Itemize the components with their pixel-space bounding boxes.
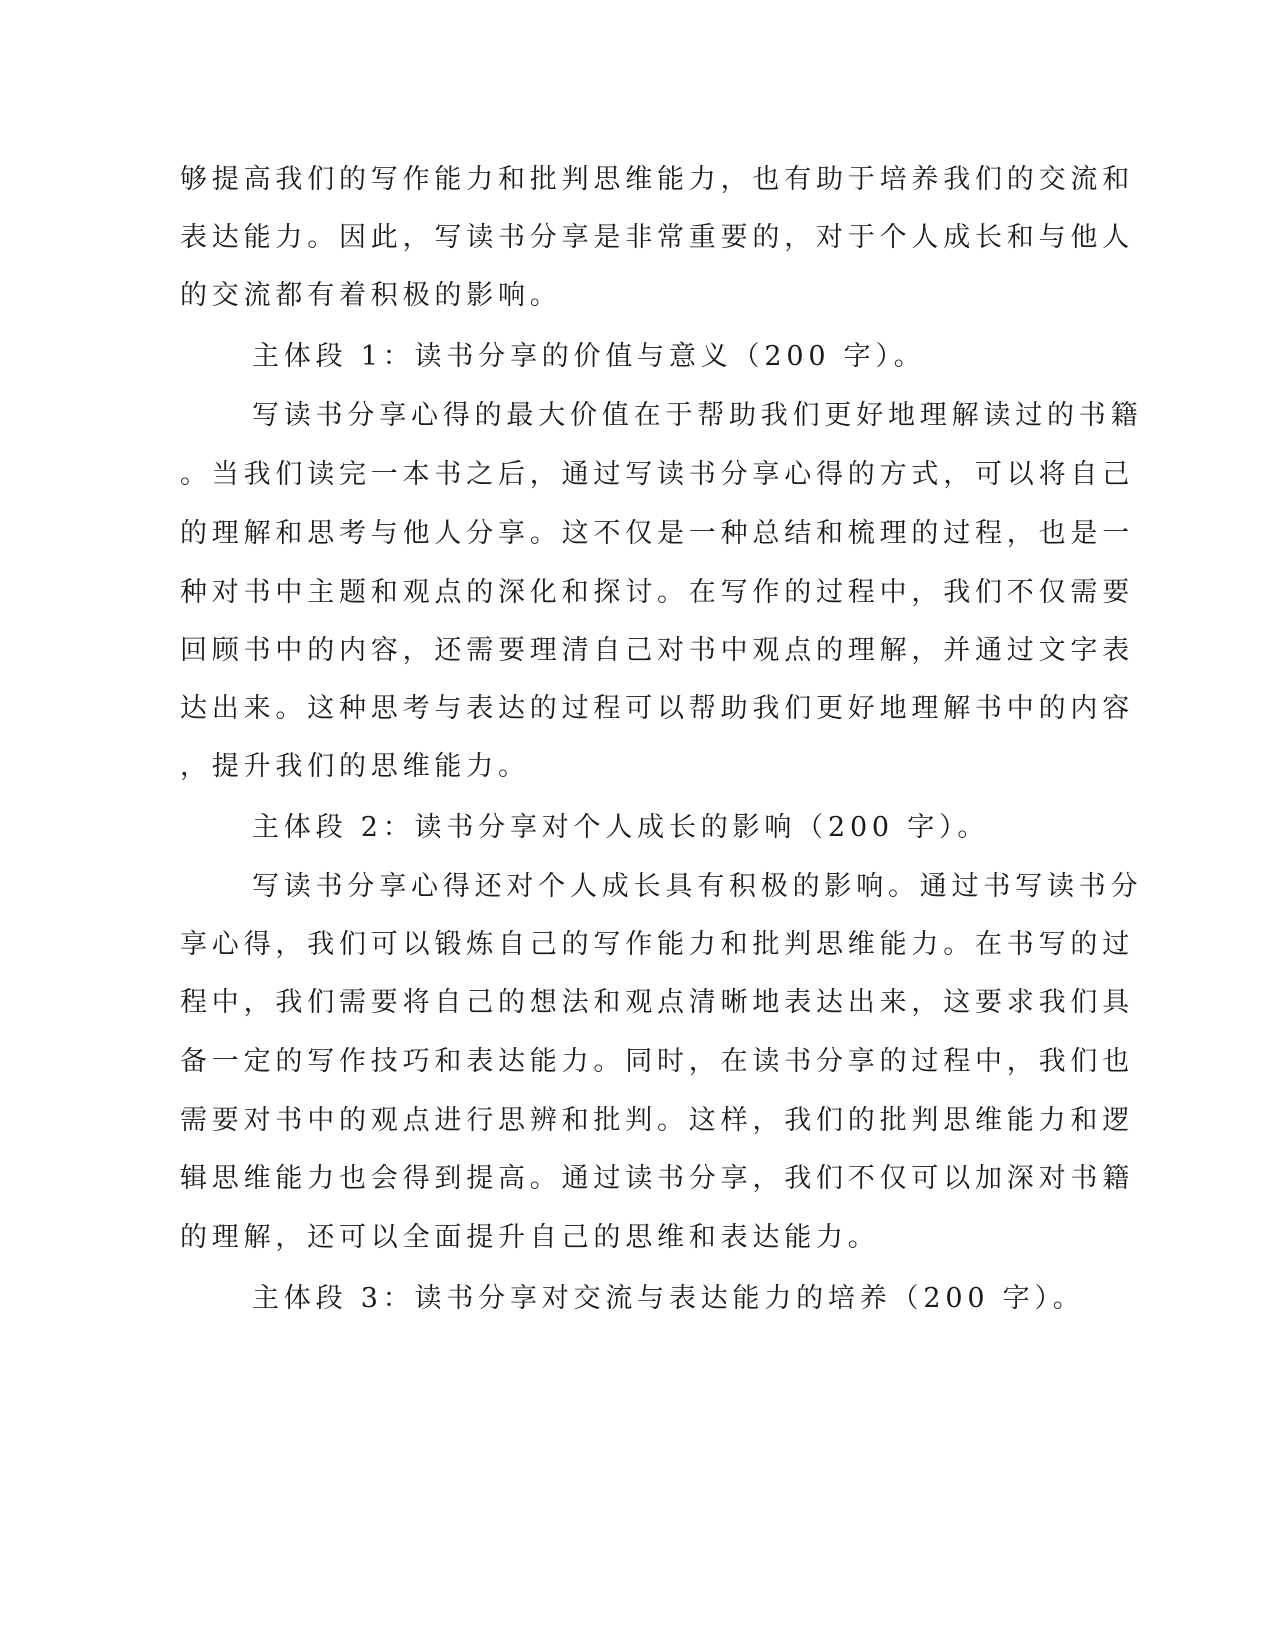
text-line: 需要对书中的观点进行思辨和批判。这样，我们的批判思维能力和逻 — [180, 1105, 1134, 1136]
text-line: 享心得，我们可以锻炼自己的写作能力和批判思维能力。在书写的过 — [180, 929, 1134, 960]
text-line: 写读书分享心得的最大价值在于帮助我们更好地理解读过的书籍 — [252, 400, 1143, 431]
section-heading-1: 主体段 1：读书分享的价值与意义（200 字）。 — [252, 341, 926, 372]
text-line: 种对书中主题和观点的深化和探讨。在写作的过程中，我们不仅需要 — [180, 577, 1134, 608]
text-line: 写读书分享心得还对个人成长具有积极的影响。通过书写读书分 — [252, 871, 1143, 902]
text-line: 回顾书中的内容，还需要理清自己对书中观点的理解，并通过文字表 — [180, 635, 1134, 666]
text-line: 。当我们读完一本书之后，通过写读书分享心得的方式，可以将自己 — [180, 459, 1134, 490]
text-line: 的理解和思考与他人分享。这不仅是一种总结和梳理的过程，也是一 — [180, 518, 1134, 549]
section-heading-2: 主体段 2：读书分享对个人成长的影响（200 字）。 — [252, 812, 990, 843]
text-line: ，提升我们的思维能力。 — [180, 751, 530, 782]
text-line: 的交流都有着积极的影响。 — [180, 280, 562, 311]
text-line: 程中，我们需要将自己的想法和观点清晰地表达出来，这要求我们具 — [180, 987, 1134, 1018]
text-line: 的理解，还可以全面提升自己的思维和表达能力。 — [180, 1222, 880, 1253]
text-line: 辑思维能力也会得到提高。通过读书分享，我们不仅可以加深对书籍 — [180, 1163, 1134, 1194]
text-line: 备一定的写作技巧和表达能力。同时，在读书分享的过程中，我们也 — [180, 1046, 1134, 1077]
text-line: 达出来。这种思考与表达的过程可以帮助我们更好地理解书中的内容 — [180, 693, 1134, 724]
text-line: 够提高我们的写作能力和批判思维能力，也有助于培养我们的交流和 — [180, 164, 1134, 195]
section-heading-3: 主体段 3：读书分享对交流与表达能力的培养（200 字）。 — [252, 1283, 1085, 1314]
text-line: 表达能力。因此，写读书分享是非常重要的，对于个人成长和与他人 — [180, 222, 1134, 253]
